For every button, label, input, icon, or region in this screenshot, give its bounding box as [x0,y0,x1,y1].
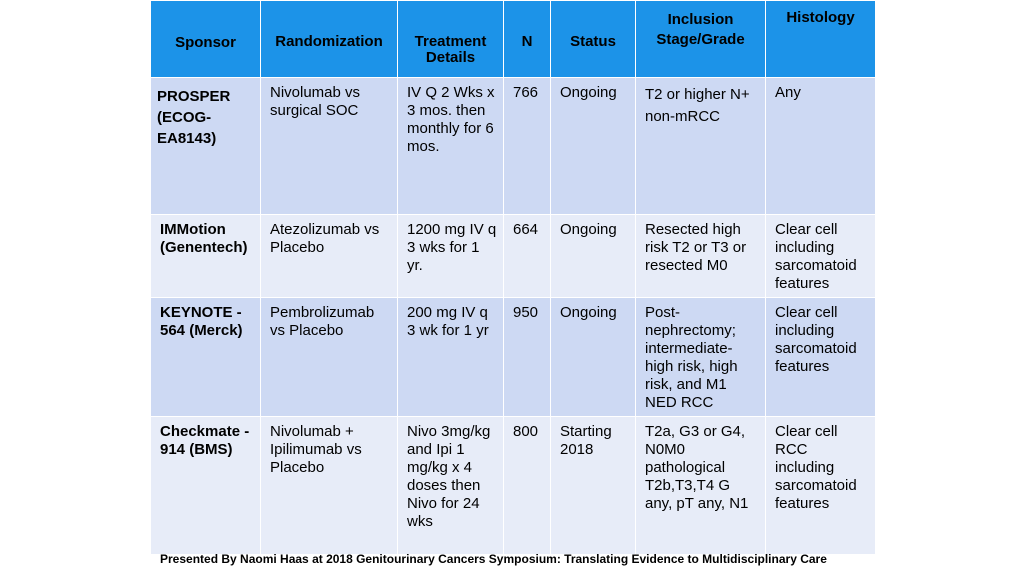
header-n-label: N [521,33,533,50]
status-cell: Starting 2018 [551,417,636,555]
histology-cell: Clear cell including sarcomatoid features [766,215,876,298]
histology-cell: Clear cell RCC including sarcomatoid features [766,417,876,555]
header-treatment-label: Treatment Details [414,33,487,66]
table-row [151,298,876,417]
randomization-cell: Pembrolizumab vs Placebo [261,298,398,417]
presenter-caption: Presented By Naomi Haas at 2018 Genitourinary Cancers Symposium: Translating Evidence to Multidisciplinary Care [160,552,827,566]
randomization-cell: Nivolumab + Ipilimumab vs Placebo [261,417,398,555]
header-sponsor [151,1,261,78]
treatment-cell: 1200 mg IV q 3 wks for 1 yr. [398,215,504,298]
header-row [151,1,876,78]
header-status-label: Status [570,33,616,50]
randomization-cell: Nivolumab vs surgical SOC [261,78,398,215]
header-sponsor-label: Sponsor [175,34,236,51]
treatment-cell: Nivo 3mg/kg and Ipi 1 mg/kg x 4 doses then Nivo for 24 wks [398,417,504,555]
table-row [151,215,876,298]
trials-table [150,0,876,555]
table-row [151,417,876,555]
header-histology-label: Histology [786,9,855,26]
inclusion-cell: T2 or higher N+ non-mRCC [636,78,766,215]
inclusion-cell: T2a, G3 or G4, N0M0 pathological T2b,T3,T4 G any, pT any, N1 [636,417,766,555]
header-randomization [261,1,398,78]
table-row [151,78,876,215]
n-cell: 800 [504,417,551,555]
status-cell: Ongoing [551,215,636,298]
sponsor-cell: PROSPER (ECOG-EA8143) [151,78,261,215]
sponsor-cell: Checkmate - 914 (BMS) [151,417,261,555]
header-inclusion-label: Inclusion Stage/Grade [656,11,745,48]
sponsor-cell: IMMotion (Genentech) [151,215,261,298]
n-cell: 664 [504,215,551,298]
header-n [504,1,551,78]
header-status [551,1,636,78]
histology-cell: Clear cell including sarcomatoid features [766,298,876,417]
histology-cell: Any [766,78,876,215]
header-treatment [398,1,504,78]
header-histology [766,1,876,78]
header-inclusion [636,1,766,78]
n-cell: 950 [504,298,551,417]
status-cell: Ongoing [551,298,636,417]
inclusion-cell: Post-nephrectomy; intermediate-high risk, high risk, and M1 NED RCC [636,298,766,417]
inclusion-cell: Resected high risk T2 or T3 or resected M0 [636,215,766,298]
header-randomization-label: Randomization [275,33,383,50]
randomization-cell: Atezolizumab vs Placebo [261,215,398,298]
treatment-cell: IV Q 2 Wks x 3 mos. then monthly for 6 mos. [398,78,504,215]
status-cell: Ongoing [551,78,636,215]
sponsor-cell: KEYNOTE - 564 (Merck) [151,298,261,417]
treatment-cell: 200 mg IV q 3 wk for 1 yr [398,298,504,417]
n-cell: 766 [504,78,551,215]
